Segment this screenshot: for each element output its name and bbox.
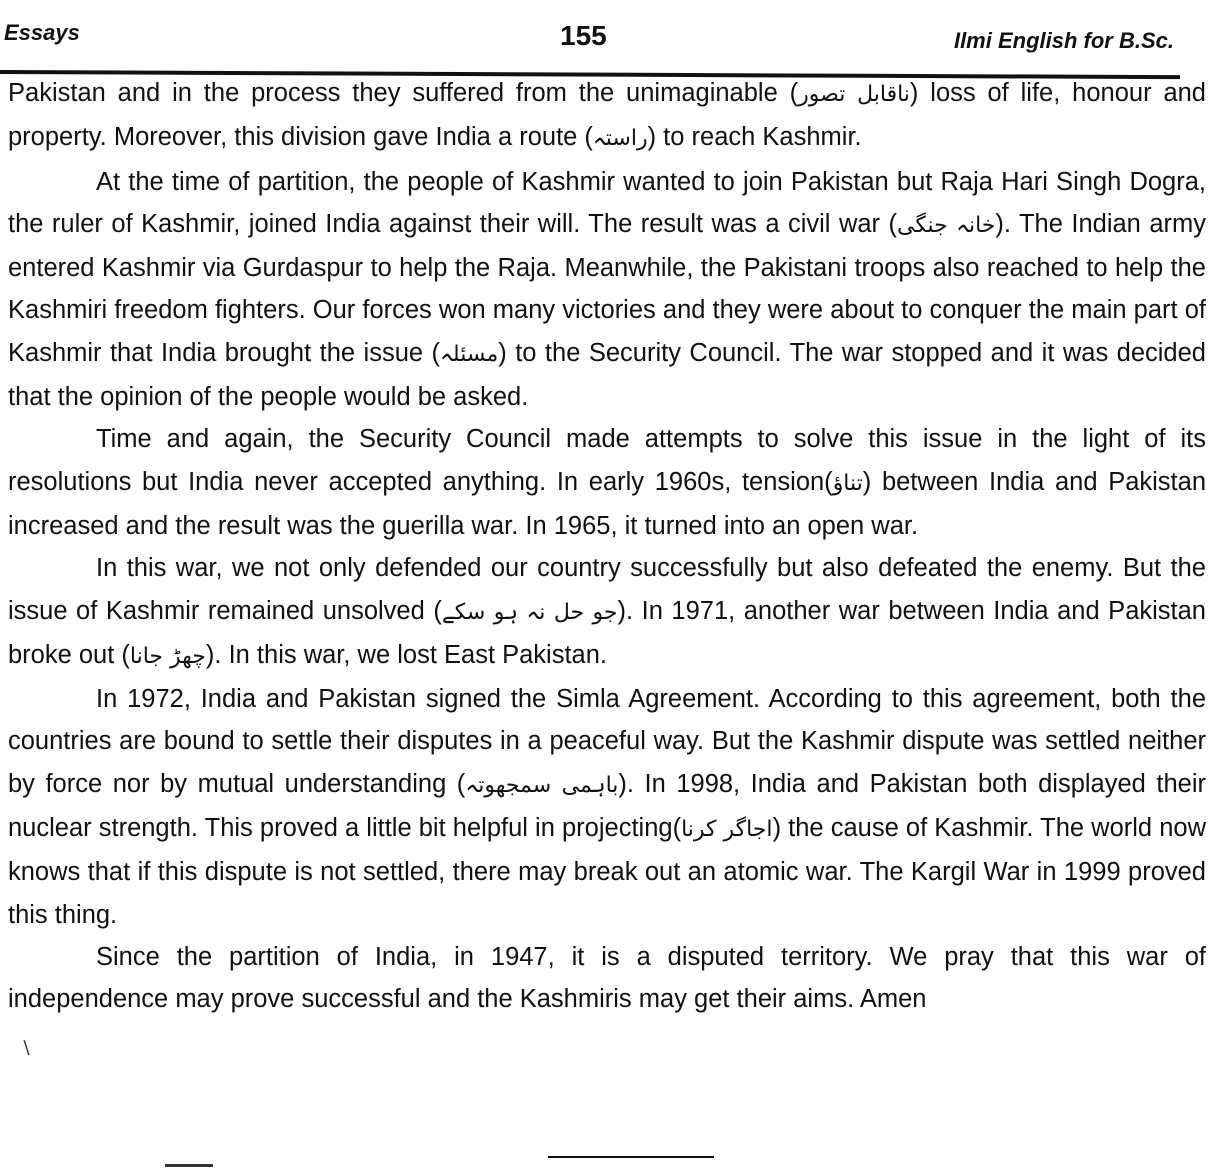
urdu-gloss: جو حل نہ ہو سکے xyxy=(441,599,618,625)
paragraph-text: ) to reach Kashmir. xyxy=(647,123,862,152)
paragraph-text: ). In 1998, India and Pakistan both displayed their nuclear strength. This proved a little bit helpful in projecting( xyxy=(8,769,1206,843)
paragraph xyxy=(8,936,1206,1021)
urdu-gloss: مسئلہ xyxy=(440,341,499,367)
paragraph-text: ) to the Security Council. The war stopped and it was decided that the opinion of the people would be asked. xyxy=(8,338,1206,412)
urdu-gloss: ناقابل تصور xyxy=(798,82,910,107)
footer-rule xyxy=(548,1156,714,1158)
paragraph-text: In 1972, India and Pakistan signed the Simla Agreement. According to this agreement, both the countries are bound to settle their disputes in a peaceful way. But the Kashmir dispute was settled neither by force nor by mutual understanding ( xyxy=(8,685,1206,798)
section-title: Essays xyxy=(4,20,80,45)
paragraph-text: At the time of partition, the people of Kashmir wanted to join Pakistan but Raja Hari Singh Dogra, the ruler of Kashmir, joined India against their will. The result was a civil war ( xyxy=(8,167,1206,238)
paragraph-text: ) the cause of Kashmir. The world now knows that if this dispute is not settled, there may break out an atomic war. The Kargil War in 1999 proved this thing. xyxy=(8,814,1206,929)
paragraph xyxy=(8,418,1206,547)
footer-dash xyxy=(165,1164,213,1167)
urdu-gloss: راستہ xyxy=(592,126,648,152)
paragraph-text: ). The Indian army entered Kashmir via Gurdaspur to help the Raja. Meanwhile, the Pakistani troops also reached to help the Kashmiri freedom fighters. Our forces won many victories and they were about to conquer the main part of Kashmir that India brought the issue ( xyxy=(8,209,1206,367)
paragraph-text: Since the partition of India, in 1947, it is a disputed territory. We pray that this war of independence may prove successful and the Kashmiris may get their aims. Amen xyxy=(8,942,1206,1014)
urdu-gloss: خانہ جنگی xyxy=(896,212,996,238)
paragraph xyxy=(8,72,1206,161)
paragraph xyxy=(8,547,1206,678)
paragraph-text: ) loss of life, honour and property. Moreover, this division gave India a route ( xyxy=(8,79,1206,152)
paragraph xyxy=(8,678,1206,936)
paragraph-text: Time and again, the Security Council made attempts to solve this issue in the light of its resolutions but India never accepted anything. In early 1960s, tension( xyxy=(8,425,1206,496)
paragraph-text: ) between India and Pakistan increased and the result was the guerilla war. In 1965, it turned into an open war. xyxy=(8,467,1207,540)
paragraph-text: Pakistan and in the process they suffered from the unimaginable ( xyxy=(8,79,799,107)
essay-body xyxy=(8,72,1206,1021)
page-number: 155 xyxy=(560,20,607,51)
urdu-gloss: چھڑ جانا xyxy=(129,643,206,669)
book-title: Ilmi English for B.Sc. xyxy=(953,28,1174,53)
page-header xyxy=(0,14,1228,62)
paragraph xyxy=(8,161,1206,419)
urdu-gloss: باہمی سمجھوتہ xyxy=(465,772,619,798)
margin-mark: ∖ xyxy=(20,1038,32,1058)
paragraph-text: ). In 1971, another war between India and Pakistan broke out ( xyxy=(8,596,1206,669)
paragraph-text: ). In this war, we lost East Pakistan. xyxy=(205,640,607,669)
paragraph-text: In this war, we not only defended our country successfully but also defeated the enemy. But the issue of Kashmir remained unsolved ( xyxy=(8,554,1206,625)
urdu-gloss: تناؤ xyxy=(832,470,863,496)
urdu-gloss: اجاگر کرنا xyxy=(681,817,773,843)
